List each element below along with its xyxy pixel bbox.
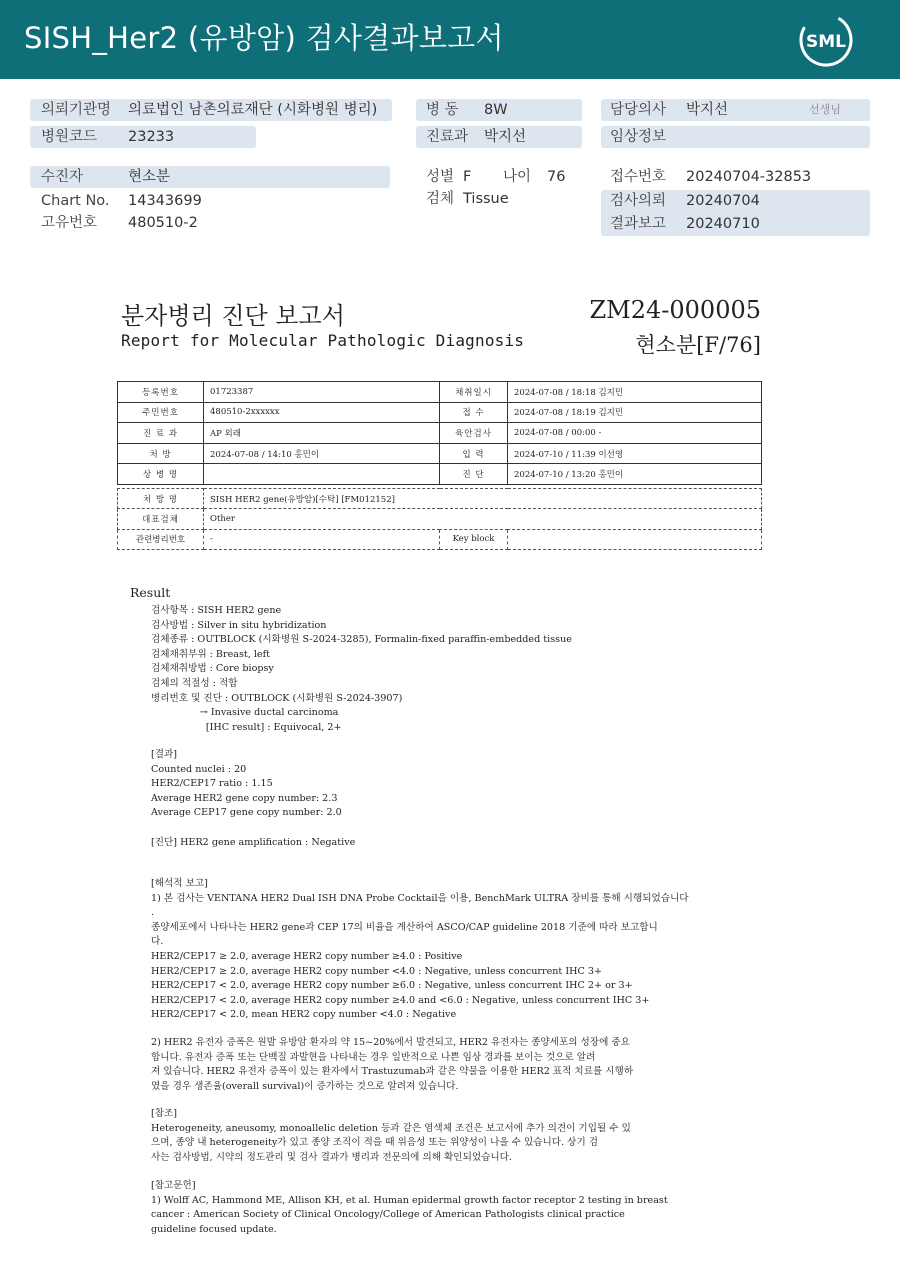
sml-logo-icon xyxy=(798,12,854,68)
table-cell: 입 력 xyxy=(440,443,508,464)
related-value: - xyxy=(204,529,440,549)
table-row xyxy=(118,382,762,403)
table-row xyxy=(118,489,762,509)
table-row xyxy=(118,423,762,444)
institution-value: 의료법인 남촌의료재단 (시화병원 병리) xyxy=(128,102,378,118)
table-cell: 진 단 xyxy=(440,464,508,485)
result-block-notes: [참조] Heterogeneity, aneusomy, monoallelic deletion 등과 같은 염색체 조건은 보고서에 추가 의견이 기입될 수 있 으며, 종양 내 heterogeneity가 있고 종양 조직이 적을 때 위음성 또는 위양성이 나올 수 있습니다. 상기 검 사는 검사방법, 시약의 정도관리 및 검사 결과가 병리과 전문의에 의해 확인되었습니다. xyxy=(151,1108,631,1163)
report-title-ko: 분자병리 진단 보고서 xyxy=(121,302,345,330)
band-patient xyxy=(30,166,390,188)
report-number: ZM24-000005 xyxy=(589,296,761,324)
ward-value: 8W xyxy=(484,102,508,118)
doctor-label: 담당의사 xyxy=(610,102,667,118)
table-cell: 상 병 명 xyxy=(118,464,204,485)
doctor-value: 박지선 xyxy=(686,102,729,118)
table-cell: 2024-07-08 / 18:18 김지민 xyxy=(508,382,762,403)
unique-value: 480510-2 xyxy=(128,215,198,231)
registration-table xyxy=(117,381,762,485)
receipt-label: 접수번호 xyxy=(610,169,667,185)
table-cell: 2024-07-10 / 13:20 홍민이 xyxy=(508,464,762,485)
table-cell: 등록번호 xyxy=(118,382,204,403)
order-value: SISH HER2 gene(유방암)[수탁] [FM012152] xyxy=(204,489,762,509)
result-block-background: 2) HER2 유전자 증폭은 원발 유방암 환자의 약 15~20%에서 발견되고, HER2 유전자는 종양세포의 성장에 중요 합니다. 유전자 증폭 또는 단백질 과발현을 나타내는 경우 일반적으로 나쁜 임상 경과를 보이는 것으로 알려 져 있습니다. HER2 유전자 증폭이 있는 환자에서 Trastuzumab과 같은 약물을 이용한 HER2 표적 치료를 시행하 였을 경우 생존율(overall survival)이 증가하는 것으로 알려져 있습니다. xyxy=(151,1037,634,1092)
hospital-code-label: 병원코드 xyxy=(41,129,98,145)
keyblock-value xyxy=(508,529,762,549)
request-value: 20240704 xyxy=(686,193,760,209)
table-cell: 채취일시 xyxy=(440,382,508,403)
result-heading: Result xyxy=(130,585,171,600)
specimen-label: 검체 xyxy=(426,191,455,207)
ward-label: 병 동 xyxy=(426,102,459,118)
chart-label: Chart No. xyxy=(41,193,110,209)
dept-label: 진료과 xyxy=(426,129,469,145)
hospital-code-value: 23233 xyxy=(128,129,175,145)
report-title-en: Report for Molecular Pathologic Diagnosis xyxy=(121,331,525,350)
chart-value: 14343699 xyxy=(128,193,202,209)
table-row xyxy=(118,402,762,423)
order-label: 처 방 명 xyxy=(118,489,204,509)
specimen-type-label: 대표검체 xyxy=(118,509,204,529)
result-block-references: [참고문헌] 1) Wolff AC, Hammond ME, Allison KH, et al. Human epidermal growth factor receptor 2 testing in breast cancer : American Society of Clinical Oncology/College of American Pathologists clinical practice guideline focused update. xyxy=(151,1180,668,1235)
specimen-type-value: Other xyxy=(204,509,762,529)
result-block-interpretation: [해석적 보고] 1) 본 검사는 VENTANA HER2 Dual ISH DNA Probe Cocktail을 이용, BenchMark ULTRA 장비를 통해 시행되었습니다 . 종양세포에서 나타나는 HER2 gene과 CEP 17의 비율을 계산하여 ASCO/CAP guideline 2018 기준에 따라 보고합니 다. HER2/CEP17 ≥ 2.0, average HER2 copy number ≥4.0 : Positive HER2/CEP17 ≥ 2.0, average HER2 copy number <4.0 : Negative, unless concurrent IHC 3+ HER2/CEP17 < 2.0, average HER2 copy number ≥6.0 : Negative, unless concurrent IHC 2+ or 3+ HER2/CEP17 < 2.0, average HER2 copy number ≥4.0 and <6.0 : Negative, unless concurrent IHC 3+ HER2/CEP17 < 2.0, mean HER2 copy number <4.0 : Negative xyxy=(151,878,689,1021)
clinical-label: 임상정보 xyxy=(610,129,667,145)
table-cell: 육안검사 xyxy=(440,423,508,444)
table-cell: AP 외래 xyxy=(204,423,440,444)
table-cell: 진 료 과 xyxy=(118,423,204,444)
report-label: 결과보고 xyxy=(610,216,667,232)
page-title: SISH_Her2 (유방암) 검사결과보고서 xyxy=(24,21,504,55)
table-cell: 2024-07-08 / 18:19 김지민 xyxy=(508,402,762,423)
doctor-suffix: 선생님 xyxy=(809,103,841,116)
table-cell: 접 수 xyxy=(440,402,508,423)
table-cell: 2024-07-08 / 00:00 - xyxy=(508,423,762,444)
result-block-results: [결과] Counted nuclei : 20 HER2/CEP17 ratio : 1.15 Average HER2 gene copy number: 2.3 Average CEP17 gene copy number: 2.0 [진단] HER2 gene amplification : Negative xyxy=(151,749,356,848)
request-label: 검사의뢰 xyxy=(610,193,667,209)
header-bar xyxy=(0,0,900,79)
table-cell: 처 방 xyxy=(118,443,204,464)
table-cell: 2024-07-08 / 14:10 홍민이 xyxy=(204,443,440,464)
table-cell: 2024-07-10 / 11:39 이선영 xyxy=(508,443,762,464)
institution-label: 의뢰기관명 xyxy=(41,102,112,118)
report-value: 20240710 xyxy=(686,216,760,232)
patient-value: 현소분 xyxy=(128,169,171,185)
table-cell: 01723387 xyxy=(204,382,440,403)
sex-value: F xyxy=(463,169,472,185)
dept-value: 박지선 xyxy=(484,129,527,145)
patient-label: 수진자 xyxy=(41,169,84,185)
result-block-specimen: 검사항목 : SISH HER2 gene 검사방법 : Silver in situ hybridization 검체종류 : OUTBLOCK (시화병원 S-2024-3285), Formalin-fixed paraffin-embedded tissue 검체채취부위 : Breast, left 검체채취방법 : Core biopsy 검체의 적절성 : 적합 병리번호 및 진단 : OUTBLOCK (시화병원 S-2024-3907) → Invasive ductal carcinoma [IHC result] : Equivocal, 2+ xyxy=(151,605,572,733)
unique-label: 고유번호 xyxy=(41,215,98,231)
age-label: 나이 xyxy=(503,169,532,185)
logo-text: SML xyxy=(806,32,846,52)
specimen-value: Tissue xyxy=(463,191,509,207)
report-patient: 현소분[F/76] xyxy=(635,333,761,357)
table-cell xyxy=(204,464,440,485)
sex-label: 성별 xyxy=(426,169,455,185)
receipt-value: 20240704-32853 xyxy=(686,169,812,185)
table-cell: 480510-2xxxxxx xyxy=(204,402,440,423)
table-cell: 주민번호 xyxy=(118,402,204,423)
related-label: 관련병리번호 xyxy=(118,529,204,549)
age-value: 76 xyxy=(547,169,566,185)
keyblock-label: Key block xyxy=(440,529,508,549)
table-row xyxy=(118,464,762,485)
table-row xyxy=(118,509,762,529)
order-table xyxy=(117,488,762,550)
table-row xyxy=(118,443,762,464)
table-row xyxy=(118,529,762,549)
